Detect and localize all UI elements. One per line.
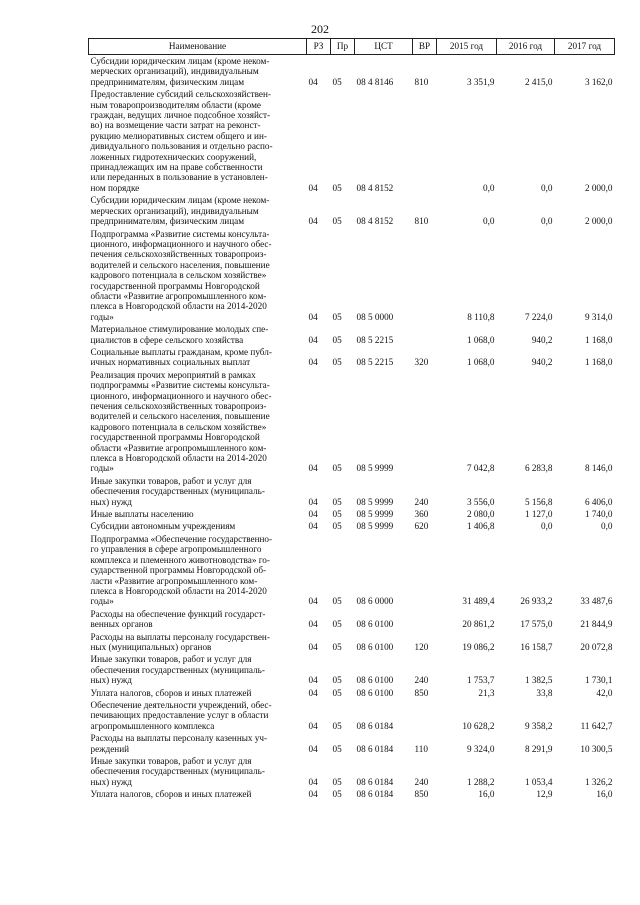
row-2015: 19 086,2 (462, 641, 495, 652)
row-name: Расходы на выплаты персоналу государствен- ных (муниципальных) органов (90, 631, 270, 652)
table-row (89, 508, 615, 520)
row-2016: 9 358,2 (524, 720, 553, 731)
row-pr: 05 (332, 687, 342, 698)
row-vr: 120 (414, 641, 429, 652)
row-2016: 33,8 (536, 687, 553, 698)
row-2016: 2 415,0 (524, 76, 553, 87)
row-2015: 16,0 (478, 789, 495, 800)
row-cst: 08 6 0100 (356, 687, 394, 698)
row-name: Иные закупки товаров, работ и услуг для обеспечения государственных (муниципаль- ных) нужд (90, 475, 265, 507)
table-row (89, 653, 615, 686)
row-rz: 04 (308, 509, 318, 520)
row-rz: 04 (308, 776, 318, 787)
row-name: Субсидии юридическим лицам (кроме неком- мерческих организаций), индивидуальным предпринимателям, физическим лицам (90, 195, 270, 227)
row-rz: 04 (308, 641, 318, 652)
row-rz: 04 (308, 496, 318, 507)
row-cst: 08 4 8152 (356, 182, 394, 193)
row-rz: 04 (308, 216, 318, 227)
row-name: Иные закупки товаров, работ и услуг для обеспечения государственных (муниципаль- ных) нужд (90, 756, 265, 787)
row-pr: 05 (332, 675, 342, 686)
col-header-vr: ВР (413, 39, 437, 55)
row-2016: 6 283,8 (524, 463, 553, 474)
row-name: Социальные выплаты гражданам, кроме публ- ичных нормативных социальных выплат (90, 346, 272, 368)
row-name: Уплата налогов, сборов и иных платежей (90, 687, 252, 698)
row-2017: 9 314,0 (584, 311, 613, 322)
row-cst: 08 6 0184 (356, 789, 394, 800)
row-cst: 08 4 8146 (356, 76, 394, 87)
table-row (89, 631, 615, 654)
row-cst: 08 5 9999 (356, 509, 394, 520)
table-row (89, 699, 615, 732)
row-cst: 08 6 0100 (356, 641, 394, 652)
row-name: Предоставление субсидий сельскохозяйствен- ным товаропроизводителям области (кроме граждан, ведущих личное подсобное хозяйст- во) на возмещение части затрат на реконст- рукцию мелиоративных систем общего и ин- дивидуального пользования и отдельно распо- ложенных гидротехнических сооружений, принадлежащих им на праве собственности или переданных в пользование в установлен- ном порядке (90, 89, 273, 193)
row-pr: 05 (332, 619, 342, 630)
row-pr: 05 (332, 509, 342, 520)
row-2017: 3 162,0 (584, 76, 613, 87)
row-vr (413, 699, 437, 732)
row-2015: 1 068,0 (466, 357, 495, 368)
row-2015: 9 324,0 (466, 743, 495, 754)
page-number: 202 (311, 22, 329, 36)
row-pr: 05 (332, 76, 342, 87)
row-2016: 0,0 (541, 521, 553, 532)
row-pr: 05 (332, 311, 342, 322)
row-vr: 320 (414, 357, 429, 368)
row-vr (413, 533, 437, 608)
row-name: Иные закупки товаров, работ и услуг для обеспечения государственных (муниципаль- ных) нужд (90, 654, 265, 686)
row-2017: 0,0 (601, 521, 613, 532)
row-2016: 17 575,0 (520, 619, 553, 630)
row-2016: 5 156,8 (524, 496, 553, 507)
table-row (89, 788, 615, 800)
table-row (89, 475, 615, 508)
row-vr: 850 (414, 789, 429, 800)
row-2017: 6 406,0 (584, 496, 613, 507)
row-2016: 940,2 (531, 357, 553, 368)
row-vr (413, 88, 437, 194)
row-pr: 05 (332, 776, 342, 787)
row-vr: 810 (414, 76, 429, 87)
row-2016: 8 291,9 (524, 743, 553, 754)
row-pr: 05 (332, 743, 342, 754)
row-name: Подпрограмма «Развитие системы консульта- ционного, информационного и научного обес- печения сельскохозяйственных товаропроиз- водителей и сельского населения, повышение кадрового потенциала в сельском хозяйстве» государственной программы Новгородской области «Развитие агропромышленного ком- плекса в Новгородской области на 2014-2020 годы» (90, 228, 272, 322)
row-2017: 1 168,0 (584, 357, 613, 368)
budget-table (88, 38, 615, 801)
row-pr: 05 (332, 496, 342, 507)
table-row (89, 88, 615, 194)
row-2015: 31 489,4 (462, 596, 495, 607)
row-2016: 1 127,0 (524, 509, 553, 520)
row-rz: 04 (308, 619, 318, 630)
col-header-2016: 2016 год (497, 39, 555, 55)
row-rz: 04 (308, 743, 318, 754)
row-vr (413, 369, 437, 475)
table-row (89, 732, 615, 755)
row-vr: 360 (414, 509, 429, 520)
row-name: Материальное стимулирование молодых спе- циалистов в сфере сельского хозяйства (90, 324, 269, 345)
col-header-cst: ЦСТ (355, 39, 413, 55)
row-pr: 05 (332, 216, 342, 227)
row-name: Обеспечение деятельности учреждений, обес- печивающих предоставление услуг в области агропромышленного комплекса (90, 699, 272, 731)
row-name: Расходы на выплаты персоналу казенных уч- реждений (90, 733, 268, 754)
row-2016: 12,9 (536, 789, 553, 800)
row-cst: 08 6 0184 (356, 743, 394, 754)
row-vr: 850 (414, 687, 429, 698)
row-pr: 05 (332, 182, 342, 193)
table-row (89, 687, 615, 699)
row-2015: 1 288,2 (466, 776, 495, 787)
row-rz: 04 (308, 311, 318, 322)
row-rz: 04 (308, 720, 318, 731)
row-2017: 10 300,5 (580, 743, 613, 754)
row-cst: 08 5 9999 (356, 496, 394, 507)
row-2017: 1 740,0 (584, 509, 613, 520)
row-2017: 16,0 (596, 789, 613, 800)
row-cst: 08 5 9999 (356, 463, 394, 474)
row-2016: 1 382,5 (524, 675, 553, 686)
row-cst: 08 5 2215 (356, 334, 394, 345)
row-rz: 04 (308, 357, 318, 368)
row-cst: 08 6 0100 (356, 675, 394, 686)
row-pr: 05 (332, 334, 342, 345)
row-name: Расходы на обеспечение функций государст- венных органов (90, 608, 266, 630)
row-vr: 240 (414, 675, 429, 686)
table-row (89, 369, 615, 475)
row-2017: 33 487,6 (580, 596, 613, 607)
table-row (89, 533, 615, 608)
row-vr: 240 (414, 496, 429, 507)
row-name: Реализация прочих мероприятий в рамках подпрограммы «Развитие системы консульта- ционного, информационного и научного обес- печения сельскохозяйственных товаропроиз- водителей и сельского населения, повышение кадрового потенциала в сельском хозяйстве» государственной программы Новгородской области «Развитие агропромышленного ком- плекса в Новгородской области на 2014-2020 годы» (90, 369, 272, 474)
row-rz: 04 (308, 687, 318, 698)
row-2016: 940,2 (531, 334, 553, 345)
row-pr: 05 (332, 641, 342, 652)
row-2017: 1 730,1 (584, 675, 613, 686)
table-row (89, 608, 615, 631)
row-2017: 2 000,0 (584, 182, 613, 193)
table-row (89, 323, 615, 346)
row-rz: 04 (308, 182, 318, 193)
row-2017: 21 844,9 (580, 619, 613, 630)
table-row (89, 520, 615, 532)
row-rz: 04 (308, 521, 318, 532)
row-vr (413, 608, 437, 631)
row-name: Субсидии юридическим лицам (кроме неком- мерческих организаций), индивидуальным предпринимателям, физическим лицам (90, 56, 270, 87)
row-2017: 11 642,7 (580, 720, 613, 731)
row-cst: 08 6 0100 (356, 619, 394, 630)
col-header-2017: 2017 год (555, 39, 615, 55)
row-name: Уплата налогов, сборов и иных платежей (90, 789, 252, 800)
row-2015: 21,3 (478, 687, 495, 698)
row-2015: 1 068,0 (466, 334, 495, 345)
row-2016: 0,0 (541, 216, 553, 227)
row-2015: 3 351,9 (466, 76, 495, 87)
row-2017: 1 326,2 (584, 776, 613, 787)
row-vr: 810 (414, 216, 429, 227)
row-2016: 0,0 (541, 182, 553, 193)
row-cst: 08 5 0000 (356, 311, 394, 322)
table-row (89, 346, 615, 369)
table-row (89, 194, 615, 227)
row-cst: 08 6 0184 (356, 776, 394, 787)
row-pr: 05 (332, 720, 342, 731)
row-rz: 04 (308, 675, 318, 686)
row-2015: 1 406,8 (466, 521, 495, 532)
row-cst: 08 5 9999 (356, 521, 394, 532)
row-vr: 240 (414, 776, 429, 787)
row-2016: 1 053,4 (524, 776, 553, 787)
row-2017: 2 000,0 (584, 216, 613, 227)
col-header-rz: РЗ (307, 39, 331, 55)
row-pr: 05 (332, 789, 342, 800)
row-rz: 04 (308, 789, 318, 800)
row-2016: 16 158,7 (520, 641, 553, 652)
row-name: Подпрограмма «Обеспечение государственно- го управления в сфере агропромышленного комплекса и племенного животноводства» го- сударственной программы Новгородской об- ласти «Развитие агропромышленного ком- плекса в Новгородской области на 2014-2020 годы» (90, 533, 273, 607)
row-vr: 110 (414, 743, 428, 754)
row-2017: 8 146,0 (584, 463, 613, 474)
row-2015: 1 753,7 (466, 675, 495, 686)
row-2015: 8 110,8 (467, 311, 495, 322)
row-pr: 05 (332, 521, 342, 532)
table-row (89, 755, 615, 788)
col-header-pr: Пр (331, 39, 355, 55)
row-2015: 10 628,2 (462, 720, 495, 731)
row-cst: 08 6 0184 (356, 720, 394, 731)
row-2017: 20 072,8 (580, 641, 613, 652)
row-2016: 7 224,0 (524, 311, 553, 322)
row-cst: 08 4 8152 (356, 216, 394, 227)
row-name: Иные выплаты населению (90, 509, 194, 520)
table-row (89, 55, 615, 89)
row-2015: 7 042,8 (466, 463, 495, 474)
row-rz: 04 (308, 463, 318, 474)
row-vr: 620 (414, 521, 429, 532)
row-rz: 04 (308, 334, 318, 345)
row-cst: 08 6 0000 (356, 596, 394, 607)
table-row (89, 228, 615, 324)
row-2015: 0,0 (483, 182, 495, 193)
row-rz: 04 (308, 76, 318, 87)
row-2015: 3 556,0 (466, 496, 495, 507)
table-body (89, 55, 615, 801)
row-2015: 0,0 (483, 216, 495, 227)
col-header-2015: 2015 год (437, 39, 497, 55)
row-pr: 05 (332, 357, 342, 368)
row-vr (413, 228, 437, 324)
row-cst: 08 5 2215 (356, 357, 394, 368)
table-header (89, 39, 615, 55)
row-vr (413, 323, 437, 346)
row-2017: 1 168,0 (584, 334, 613, 345)
row-2016: 26 933,2 (520, 596, 553, 607)
row-2015: 2 080,0 (466, 509, 495, 520)
row-pr: 05 (332, 596, 342, 607)
row-2015: 20 861,2 (462, 619, 495, 630)
row-name: Субсидии автономным учреждениям (90, 521, 236, 532)
row-pr: 05 (332, 463, 342, 474)
row-rz: 04 (308, 596, 318, 607)
row-2017: 42,0 (596, 687, 613, 698)
col-header-name: Наименование (89, 39, 307, 55)
